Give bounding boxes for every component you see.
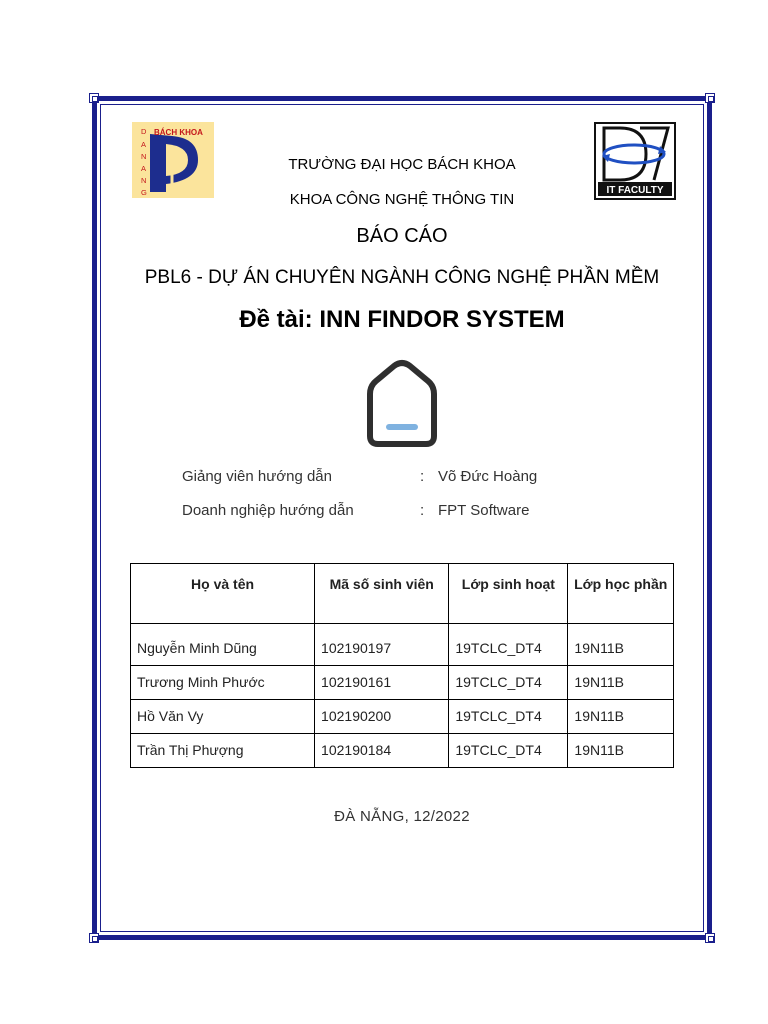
table-row xyxy=(131,624,674,666)
cell-name: Hồ Văn Vy xyxy=(131,700,315,734)
house-icon xyxy=(354,358,450,450)
svg-text:N: N xyxy=(141,152,147,161)
bach-khoa-logo-text: BÁCH KHOA xyxy=(154,128,203,137)
cell-class: 19TCLC_DT4 xyxy=(449,666,568,700)
cell-course-class: 19N11B xyxy=(568,624,674,666)
supervisor-separator: : xyxy=(420,468,425,485)
supervisor-label: Giảng viên hướng dẫn xyxy=(182,468,332,485)
header-full-name: Họ và tên xyxy=(131,564,315,624)
table-row xyxy=(131,734,674,768)
cell-class: 19TCLC_DT4 xyxy=(449,700,568,734)
header-class: Lớp sinh hoạt xyxy=(449,564,568,624)
cell-student-id: 102190197 xyxy=(315,624,449,666)
report-title: BÁO CÁO xyxy=(356,225,448,247)
header-student-id: Mã số sinh viên xyxy=(315,564,449,624)
svg-text:N: N xyxy=(141,176,147,185)
cell-class: 19TCLC_DT4 xyxy=(449,624,568,666)
it-faculty-logo-text: IT FACULTY xyxy=(606,185,664,196)
company-separator: : xyxy=(420,502,425,519)
project-topic: Đề tài: INN FINDOR SYSTEM xyxy=(239,306,565,333)
faculty-name: KHOA CÔNG NGHỆ THÔNG TIN xyxy=(289,191,515,208)
company-value: FPT Software xyxy=(438,502,530,519)
svg-text:A: A xyxy=(141,140,147,149)
border-corner-top-right xyxy=(705,93,715,103)
svg-text:A: A xyxy=(141,164,147,173)
svg-text:G: G xyxy=(141,188,147,197)
cell-course-class: 19N11B xyxy=(568,700,674,734)
header-course-class: Lớp học phần xyxy=(568,564,674,624)
table-row xyxy=(131,700,674,734)
border-corner-top-left xyxy=(89,93,99,103)
cell-course-class: 19N11B xyxy=(568,734,674,768)
cell-student-id: 102190161 xyxy=(315,666,449,700)
cell-student-id: 102190200 xyxy=(315,700,449,734)
place-date: ĐÀ NẴNG, 12/2022 xyxy=(334,808,470,825)
cell-name: Trương Minh Phước xyxy=(131,666,315,700)
school-name: TRƯỜNG ĐẠI HỌC BÁCH KHOA xyxy=(288,156,516,173)
company-label: Doanh nghiệp hướng dẫn xyxy=(182,502,354,519)
border-corner-bottom-right xyxy=(705,933,715,943)
svg-text:D: D xyxy=(141,127,147,136)
course-title: PBL6 - DỰ ÁN CHUYÊN NGÀNH CÔNG NGHỆ PHẦN MỀM xyxy=(144,267,660,288)
table-row xyxy=(131,666,674,700)
supervisor-row xyxy=(182,468,582,488)
border-corner-bottom-left xyxy=(89,933,99,943)
cell-course-class: 19N11B xyxy=(568,666,674,700)
company-row xyxy=(182,502,582,522)
members-table xyxy=(130,563,674,768)
cell-name: Trần Thị Phượng xyxy=(131,734,315,768)
cell-student-id: 102190184 xyxy=(315,734,449,768)
table-header-row xyxy=(131,564,674,624)
cell-name: Nguyễn Minh Dũng xyxy=(131,624,315,666)
supervisor-value: Võ Đức Hoàng xyxy=(438,468,538,485)
cell-class: 19TCLC_DT4 xyxy=(449,734,568,768)
